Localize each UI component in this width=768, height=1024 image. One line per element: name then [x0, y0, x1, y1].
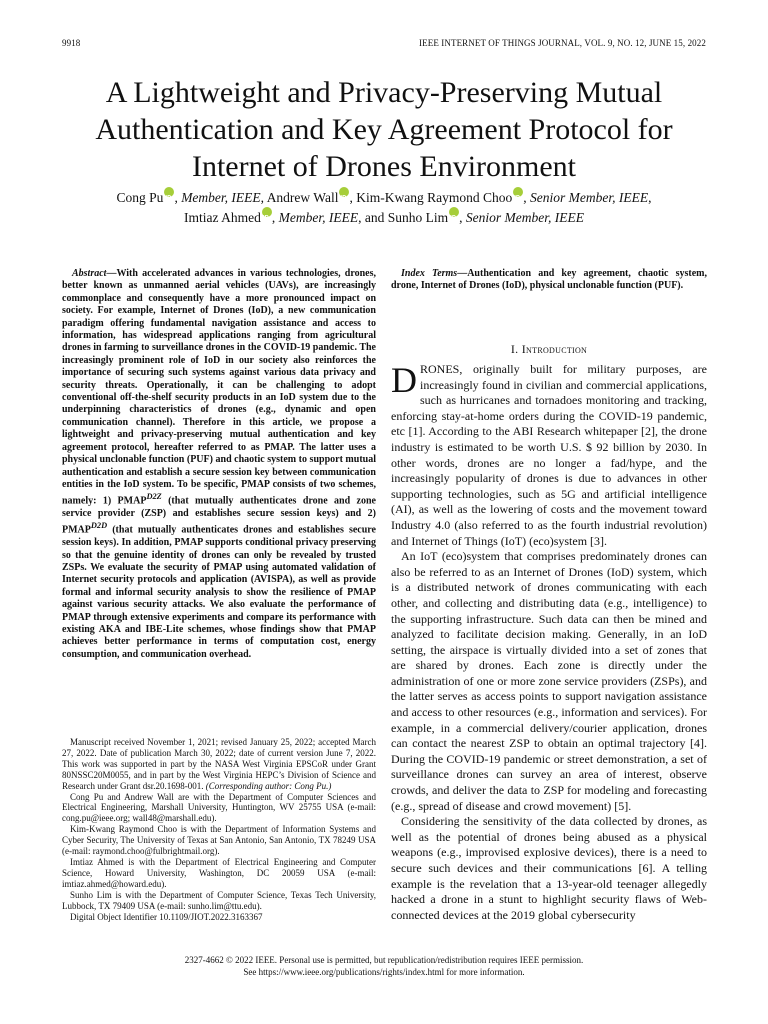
page-number: 9918: [62, 38, 81, 48]
paragraph: An IoT (eco)system that comprises predominately drones can also be referred to as an Internet of Drones (IoD) system, which is a distributed network of drones communicating with each other, and collecting and distributing data (e.g., intelligence) to the supporting infrastructure. Such data can then be mined and analyzed to facilitate decision making. Generally, in an IoD setting, the airspace is virtually divided into a set of zones that are shared by drones. Each zone is directly under the administration of one or more zone service providers (ZSPs), and the latter serves as access points to support navigation assistance and access to other resources (e.g., information and services). For example, in a commercial delivery/courier application, drones can contact the nearest ZSP to obtain an optimal trajectory [4]. During the COVID-19 pandemic or street demonstration, a set of surveillance drones can survey an area of interest, observe crowds, and deliver the data to ZSP for modeling and forecasting (e.g., spread of disease and crowd movement) [5].: [391, 549, 707, 813]
orcid-icon[interactable]: [339, 187, 349, 197]
orcid-icon[interactable]: [164, 187, 174, 197]
orcid-icon[interactable]: [513, 187, 523, 197]
paragraph: Considering the sensitivity of the data collected by drones, as well as the potential of drones being abused as a physical weapons (e.g., improvised explosive devices), there is a need to secure such devices and their communications [6]. A telling example is the revelation that a 13-year-old teenager allegedly hacked a drone in a stunt to highlight security flaws of Web-connected devices at the 2019 global cybersecurity: [391, 814, 707, 922]
index-terms: Index Terms—Authentication and key agreement, chaotic system, drone, Internet of Drones (IoD), physical unclonable function (PUF).: [391, 268, 707, 292]
abstract: Abstract—With accelerated advances in various technologies, drones, better known as unmanned aerial vehicles (UAVs), are increasingly commonplace and consequently have a more pronounced impact on society. For example, Internet of Drones (IoD), a new communication paradigm offering fundamental navigation assistance and access to information, has widespread applications ranging from agricultural drones in farming to surveillance drones in the COVID-19 pandemic. The increasingly prominent role of IoD in our society also reinforces the importance of securing such systems against various data privacy and security threats. Operationally, it can be challenging to adopt conventional off-the-shelf security products in an IoD system due to the underpinning characteristics of drones (e.g., dynamic and open communication channel). Therefore in this article, we propose a lightweight and privacy-preserving mutual authentication and key agreement protocol, hereafter referred to as PMAP. The latter uses a physical unclonable function (PUF) and chaotic system to support mutual authentication and establish a secure session key between communication entities in the IoD system. To be specific, PMAP consists of two schemes, namely: 1) $PMAP^{D2Z}$ (that mutually authenticates drone and zone service provider (ZSP) and establishes secure session keys) and 2) $PMAP^{D2D}$ (that mutually authenticates drones and establishes secure session keys). In addition, PMAP supports conditional privacy preserving so that the genuine identity of drones can only be revealed by trusted ZSPs. We evaluate the security of PMAP using automated validation of Internet security protocols and application (AVISPA), as well as provide formal and informal security analysis to show the resilience of PMAP against various security attacks. We also evaluate the performance of PMAP through extensive experiments and compare its performance with existing AKA and IBE-Lite schemes, whose findings show that PMAP achieves better performance in terms of computation cost, energy consumption, and communication overhead.: [62, 268, 376, 660]
doi[interactable]: Digital Object Identifier 10.1109/JIOT.2022.3163367: [70, 911, 263, 922]
corresponding-author: (Corresponding author: Cong Pu.): [205, 780, 332, 791]
footnotes: [62, 737, 376, 922]
author-name: Andrew Wall: [266, 190, 339, 205]
footnote-affiliation: Cong Pu and Andrew Wall are with the Department of Computer Sciences and Electrical Engineering, Marshall University, Huntington, WV 25755 USA (e-mail: cong.pu@ieee.org; wall48@marshall.edu).: [62, 791, 376, 824]
author-list: Cong PuiD , Member, IEEE, Andrew WalliD , Kim-Kwang Raymond ChooiD , Senior Member, IEEE, Imtiaz AhmediD , Member, IEEE, and Sunho LimiD , Senior Member, IEEE: [60, 187, 708, 227]
rights-link[interactable]: See https://www.ieee.org/publications/rights/index.html for more information.: [243, 966, 525, 977]
footnote-affiliation: Sunho Lim is with the Department of Computer Science, Texas Tech University, Lubbock, TX 79409 USA (e-mail: sunho.lim@ttu.edu).: [62, 889, 376, 911]
section-number: I.: [510, 342, 519, 356]
footnote-manuscript: [62, 737, 376, 792]
orcid-icon[interactable]: [262, 207, 272, 217]
index-terms-text: Authentication and key agreement, chaotic system, drone, Internet of Drones (IoD), physical unclonable function (PUF).: [391, 268, 707, 292]
index-terms-label: Index Terms: [401, 268, 458, 279]
abstract-label: Abstract: [72, 268, 107, 279]
author-role: Senior Member, IEEE: [529, 190, 649, 205]
author-name: Cong Pu: [116, 190, 164, 205]
copyright-notice: [60, 955, 708, 978]
abstract-text: With accelerated advances in various technologies, drones, better known as unmanned aerial vehicles (UAVs), are increasingly commonplace and consequently have a more pronounced impact on society. For example, Internet of Drones (IoD), a new communication paradigm offering fundamental navigation assistance and access to information, has widespread applications ranging from agricultural drones in farming to surveillance drones in the COVID-19 pandemic. The increasingly prominent role of IoD in our society also reinforces the importance of securing such systems against various data privacy and security threats. Operationally, it can be challenging to adopt conventional off-the-shelf security products in an IoD system due to the underpinning characteristics of drones (e.g., dynamic and open communication channel). Therefore in this article, we propose a lightweight and privacy-preserving mutual authentication and key agreement protocol, hereafter referred to as PMAP. The latter uses a physical unclonable function (PUF) and chaotic system to support mutual authentication and establish a secure session key between communication entities in the IoD system. To be specific, PMAP consists of two schemes, namely: 1) PMAP: [62, 268, 376, 507]
paper-title: A Lightweight and Privacy-Preserving Mutual Authentication and Key Agreement Protocol for Internet of Drones Environment: [95, 76, 673, 183]
journal-header: IEEE INTERNET OF THINGS JOURNAL, VOL. 9, NO. 12, JUNE 15, 2022: [419, 38, 706, 48]
orcid-icon[interactable]: [449, 207, 459, 217]
author-role: Member, IEEE: [181, 190, 261, 205]
left-column: [62, 268, 376, 661]
right-column: [391, 268, 707, 293]
copyright-line: 2327-4662 © 2022 IEEE. Personal use is permitted, but republication/redistribution requires IEEE permission.: [184, 955, 584, 965]
author-role: Senior Member, IEEE: [465, 210, 584, 225]
superscript: D2Z: [146, 492, 162, 502]
introduction-body: [391, 362, 707, 923]
superscript: D2D: [90, 521, 108, 531]
author-role: Member, IEEE: [278, 210, 359, 225]
section-heading: [391, 342, 707, 357]
section-title: Introduction: [521, 342, 588, 356]
author-name: Sunho Lim: [387, 210, 449, 225]
footnote-text: Manuscript received November 1, 2021; revised January 25, 2022; accepted March 27, 2022. Date of publication March 30, 2022; date of current version June 7, 2022. This work was supported in part by the NASA West Virginia EPSCoR under Grant 80NSSC20M0055, and in part by the West Virginia HEPC’s Division of Science and Research under Grant dsr.20.1698-001.: [62, 737, 376, 791]
author-name: Kim-Kwang Raymond Choo: [356, 190, 513, 205]
drop-cap: D: [391, 360, 417, 400]
footnote-affiliation: Imtiaz Ahmed is with the Department of Electrical Engineering and Computer Science, Howard University, Washington, DC 20059 USA (e-mail: imtiaz.ahmed@howard.edu).: [62, 856, 376, 889]
footnote-affiliation: Kim-Kwang Raymond Choo is with the Department of Information Systems and Cyber Security, The University of Texas at San Antonio, San Antonio, TX 78249 USA (e-mail: raymond.choo@fulbrightmail.org).: [62, 824, 376, 857]
abstract-text: (that mutually authenticates drone and zone service provider (ZSP) and establishes secure session keys) and 2) PMAP: [62, 495, 376, 536]
abstract-text: (that mutually authenticates drones and establishes secure session keys). In addition, PMAP supports conditional privacy preserving so that the genuine identity of drones can only be revealed by trusted ZSPs. We evaluate the security of PMAP using automated validation of Internet security protocols and application (AVISPA), as well as provide formal and informal security analysis to show the resilience of PMAP against various security attacks. We also evaluate the performance of PMAP through extensive experiments and compare its performance with existing AKA and IBE-Lite schemes, whose findings show that PMAP achieves better performance in terms of computation cost, energy consumption, and communication overhead.: [62, 524, 376, 660]
author-name: Imtiaz Ahmed: [184, 210, 261, 225]
paragraph: [391, 362, 707, 549]
paragraph-text: RONES, originally built for military purposes, are increasingly found in civilian and commercial applications, such as hurricanes and tornadoes monitoring and tracking, enforcing stay-at-home orders during the COVID-19 pandemic, etc [1]. According to the ABI Research whitepaper [2], the drone industry is estimated to be worth U.S. $ 92 billion by 2030. In other words, drones are no longer a fad/hype, and the increasingly popularity of drones is due to advances in other supporting technologies, such as 5G and artificial intelligence (AI), as well as the lowering of costs and the movement toward Industry 4.0 (also referred to as the fourth industrial revolution) and Internet of Things (IoT) (eco)system [3].: [391, 362, 707, 548]
